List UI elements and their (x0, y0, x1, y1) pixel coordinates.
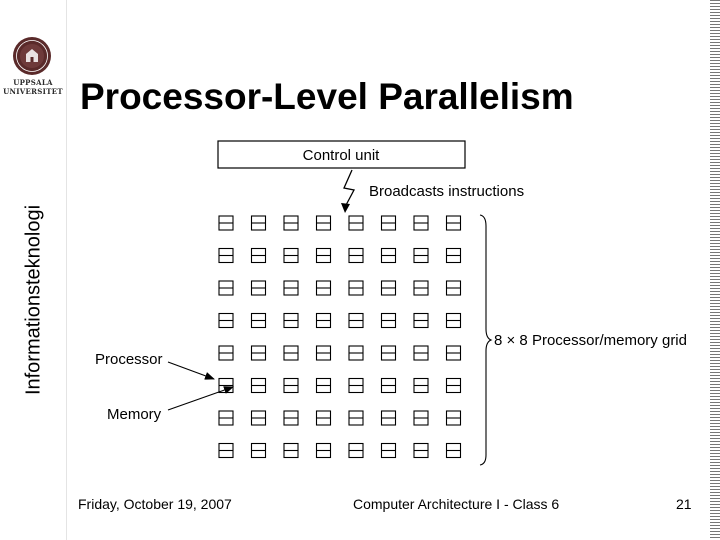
grid-cell (414, 411, 428, 425)
grid-cell (284, 314, 298, 328)
grid-brace (480, 215, 491, 465)
grid-cell (219, 281, 233, 295)
grid-cell (284, 281, 298, 295)
grid-cell (382, 314, 396, 328)
broadcast-lightning-arrow (341, 170, 354, 213)
grid-cell (349, 444, 363, 458)
grid-cell (382, 216, 396, 230)
grid-cell (219, 314, 233, 328)
slide-title: Processor-Level Parallelism (80, 76, 574, 117)
grid-cell (447, 379, 461, 393)
logo-text-line1: UPPSALA (13, 78, 53, 87)
grid-cell (349, 411, 363, 425)
control-unit-box (218, 141, 465, 168)
memory-label: Memory (107, 406, 162, 423)
grid-cell (252, 346, 266, 360)
grid-cell (284, 411, 298, 425)
grid-cell (414, 216, 428, 230)
grid-cell (284, 216, 298, 230)
processor-arrow (168, 362, 214, 379)
grid-cell (219, 216, 233, 230)
grid-cell (252, 314, 266, 328)
grid-cell (284, 379, 298, 393)
grid-cell (447, 249, 461, 263)
grid-cell (349, 216, 363, 230)
grid-cell (317, 216, 331, 230)
grid-cell (382, 281, 396, 295)
grid-cell (284, 346, 298, 360)
grid-cell (447, 216, 461, 230)
grid-cell (447, 346, 461, 360)
grid-cell (447, 444, 461, 458)
grid-cell (414, 379, 428, 393)
grid-cell (252, 249, 266, 263)
grid-cell (252, 216, 266, 230)
grid-cell (219, 444, 233, 458)
footer-course: Computer Architecture I - Class 6 (353, 496, 560, 512)
logo-text-line2: UNIVERSITET (3, 87, 63, 96)
department-label: Informationsteknologi (22, 204, 45, 396)
grid-cell (317, 281, 331, 295)
grid-cell (447, 281, 461, 295)
grid-size-label: 8 × 8 Processor/memory grid (494, 332, 687, 349)
grid-cell (317, 411, 331, 425)
broadcast-instructions-label: Broadcasts instructions (369, 183, 525, 200)
grid-cell (382, 249, 396, 263)
grid-cell (317, 379, 331, 393)
grid-cell (382, 346, 396, 360)
processor-label: Processor (95, 351, 163, 368)
footer-date: Friday, October 19, 2007 (78, 496, 232, 512)
grid-cell (414, 249, 428, 263)
processor-memory-grid (219, 216, 461, 458)
grid-cell (382, 379, 396, 393)
grid-cell (284, 444, 298, 458)
grid-cell (349, 314, 363, 328)
grid-cell (414, 314, 428, 328)
grid-cell (414, 346, 428, 360)
slide-number: 21 (676, 496, 692, 512)
memory-arrow (168, 387, 233, 410)
grid-cell (219, 249, 233, 263)
grid-cell (414, 281, 428, 295)
grid-cell (447, 314, 461, 328)
grid-cell (317, 346, 331, 360)
grid-cell (414, 444, 428, 458)
control-unit-label: Control unit (302, 147, 380, 164)
grid-cell (252, 444, 266, 458)
grid-cell (447, 411, 461, 425)
grid-cell (252, 411, 266, 425)
grid-cell (349, 249, 363, 263)
grid-cell (349, 346, 363, 360)
grid-cell (219, 346, 233, 360)
grid-cell (317, 314, 331, 328)
grid-cell (252, 379, 266, 393)
grid-cell (219, 379, 233, 393)
grid-cell (252, 281, 266, 295)
grid-cell (317, 444, 331, 458)
grid-cell (317, 249, 331, 263)
grid-cell (382, 444, 396, 458)
grid-cell (382, 411, 396, 425)
grid-cell (349, 281, 363, 295)
grid-cell (349, 379, 363, 393)
grid-cell (284, 249, 298, 263)
grid-cell (219, 411, 233, 425)
